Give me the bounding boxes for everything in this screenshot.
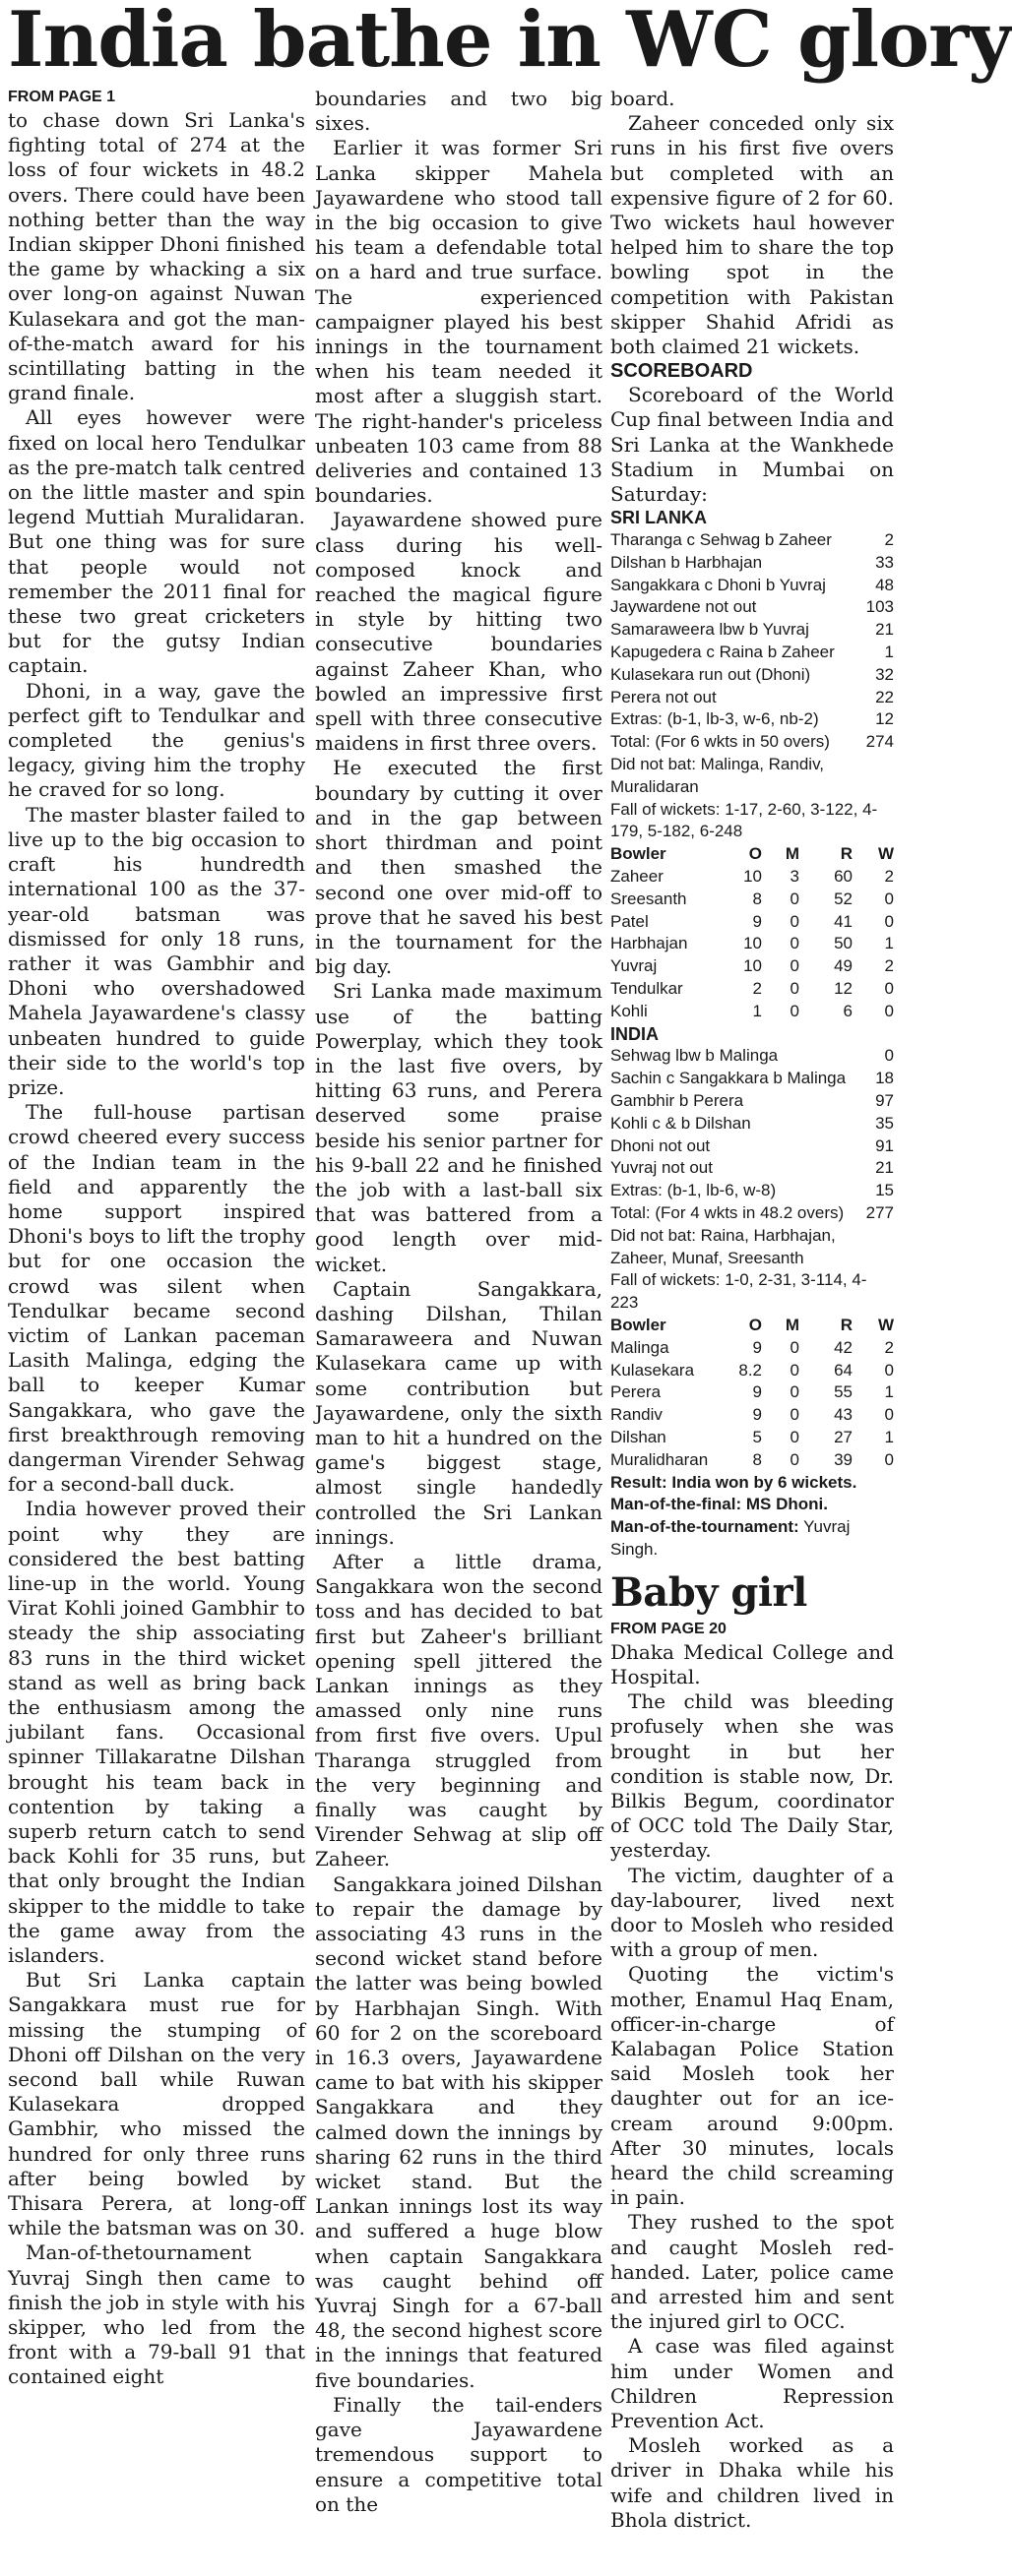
paragraph: All eyes however were fixed on local hero Tendulkar as the pre-match talk centred on the little master and spin legend Muttiah Muralidaran. But one thing was for sure that people would not remember the 2011 final for these two great cricketers but for the gutsy Indian captain.	[8, 405, 305, 678]
batsman-entry: Kohli c & b Dilshan	[610, 1113, 751, 1133]
runs-value: 55	[834, 1382, 853, 1402]
paragraph: He executed the first boundary by cutting it over and in the gap between short thirdman and point and then smashed the second one over mid-off to prove that he saved his best in the tournament for the big day.	[315, 756, 602, 979]
runs-value: 97	[875, 1090, 894, 1110]
bowling-header-cell: W	[877, 1315, 894, 1334]
team-heading-sri-lanka: SRI LANKA	[610, 508, 707, 528]
batting-row	[610, 552, 894, 575]
bowler-name: Muralidharan	[610, 1449, 709, 1469]
batsman-entry: Total: (For 4 wkts in 48.2 overs)	[610, 1202, 845, 1222]
runs-value: 12	[834, 978, 853, 998]
batsman-entry: Total: (For 6 wkts in 50 overs)	[610, 732, 830, 752]
paragraph: boundaries and two big sixes.	[315, 87, 602, 136]
maidens-value: 0	[790, 934, 799, 953]
runs-value: 39	[834, 1449, 853, 1469]
paragraph: Man-of-thetournament Yuvraj Singh then came to finish the job in style with his skipper, who led from the front with a 79-ball 91 that contained eight	[8, 2240, 305, 2389]
batting-row	[610, 1113, 894, 1135]
paragraph: Sri Lanka made maximum use of the batting Powerplay, which they took in the last five overs, by hitting 63 runs, and Perera deserved some praise beside his senior partner for his 9-ball 22 and he finished the job with a last-ball six that was battered from a good length over mid-wicket.	[315, 979, 602, 1276]
runs-value: 60	[834, 867, 853, 886]
batting-row	[610, 664, 894, 687]
overs-value: 2	[752, 978, 762, 998]
paragraph: A case was filed against him under Women and Children Repression Prevention Act.	[610, 2334, 894, 2432]
batting-row	[610, 1068, 894, 1090]
batting-row	[610, 1202, 894, 1225]
maidens-value: 0	[790, 1382, 799, 1402]
wickets-value: 0	[884, 911, 894, 931]
paragraph: Captain Sangakkara, dashing Dilshan, Thilan Samaraweera and Nuwan Kulasekara came up with some contribution but Jayawardene, only the sixth man to hit a hundred on the game's biggest stage, almost single handedly controlled the Sri Lankan innings.	[315, 1276, 602, 1549]
batting-row	[610, 708, 894, 731]
paragraph: Dhoni, in a way, gave the perfect gift to Tendulkar and completed the genius's legacy, giving him the trophy he craved for so long.	[8, 678, 305, 802]
bowler-name: Harbhajan	[610, 934, 688, 953]
overs-value: 9	[752, 1405, 762, 1425]
overs-value: 10	[743, 934, 762, 953]
runs-value: 64	[834, 1360, 853, 1380]
runs-value: 274	[865, 732, 894, 752]
paragraph: India however proved their point why they are considered the best batting line-up in the world. Young Virat Kohli joined Gambhir to steady the ship associating 83 runs in the third wicket stand as well as bring back the enthusiasm among the jubilant fans. Occasional spinner Tillakaratne Dilshan brought his team back in contention by taking a superb return catch to send back Kohli for 35 runs, but that only brought the Indian skipper to the middle to take the game away from the islanders.	[8, 1497, 305, 1968]
runs-value: 15	[875, 1181, 894, 1200]
paragraph: to chase down Sri Lanka's fighting total of 274 at the loss of four wickets in 48.2 overs. There could have been nothing better than the way Indian skipper Dhoni finished the game by whacking a six over long-on against Nuwan Kulasekara and got the man-of-the-match award for his scintillating batting in the grand finale.	[8, 108, 305, 405]
paragraph: board.	[610, 87, 675, 110]
paragraph: Earlier it was former Sri Lanka skipper Mahela Jayawardene who stood tall in the big occasion to give his team a defendable total on a hard and true surface. The experienced campaigner played his best innings in the tournament when his team needed it most after a sluggish start. The right-hander's priceless unbeaten 103 came from 88 deliveries and contained 13 boundaries.	[315, 136, 602, 508]
runs-value: 103	[865, 597, 894, 617]
batsman-entry: Extras: (b-1, lb-6, w-8)	[610, 1181, 777, 1200]
runs-value: 41	[834, 911, 853, 931]
fall-of-wickets: Fall of wickets: 1-0, 2-31, 3-114, 4-223	[610, 1270, 867, 1313]
batting-row	[610, 1045, 894, 1068]
bowler-name: Malinga	[610, 1337, 669, 1357]
wickets-value: 1	[884, 934, 894, 953]
bowling-header-cell: Bowler	[610, 1315, 666, 1334]
batting-row	[610, 575, 894, 597]
paragraph: The victim, daughter of a day-labourer, lived next door to Mosleh who resided with a group of men.	[610, 1863, 894, 1962]
batsman-entry: Gambhir b Perera	[610, 1090, 744, 1110]
man-of-the-final: Man-of-the-final: MS Dhoni.	[610, 1495, 828, 1514]
man-of-the-tournament	[610, 1516, 894, 1562]
bowling-header-cell: R	[840, 1315, 853, 1334]
kicker: FROM PAGE 20	[610, 1620, 727, 1637]
wickets-value: 1	[884, 1382, 894, 1402]
maidens-value: 0	[790, 1001, 799, 1020]
runs-value: 0	[884, 1046, 894, 1066]
paragraph: Dhaka Medical College and Hospital.	[610, 1639, 894, 1688]
wickets-value: 2	[884, 1337, 894, 1357]
runs-value: 12	[875, 709, 894, 729]
batsman-entry: Jaywardene not out	[610, 597, 757, 617]
batting-list-india	[610, 1045, 894, 1224]
runs-value: 35	[875, 1113, 894, 1133]
batsman-entry: Kulasekara run out (Dhoni)	[610, 664, 811, 684]
wickets-value: 0	[884, 889, 894, 908]
baby-girl-headline: Baby girl	[610, 1568, 807, 1616]
maidens-value: 0	[790, 956, 799, 976]
maidens-value: 0	[790, 889, 799, 908]
paragraph: Zaheer conceded only six runs in his first five overs but completed with an expensive figure of 2 for 60. Two wickets haul however helped him to share the top bowling spot in the competition with Pakistan skipper Shahid Afridi as both claimed 21 wickets.	[610, 111, 894, 359]
bowling-header-cell: O	[748, 1315, 762, 1334]
runs-value: 21	[875, 1158, 894, 1178]
bowler-name: Patel	[610, 911, 649, 931]
bowler-name: Kulasekara	[610, 1360, 695, 1380]
paragraph: After a little drama, Sangakkara won the second toss and has decided to bat first but Zaheer's brilliant opening spell jittered the Lankan innings as they amassed only nine runs from first five overs. Upul Tharanga struggled from the very beginning and finally was caught by Virender Sehwag at slip off Zaheer.	[315, 1549, 602, 1871]
runs-value: 277	[865, 1202, 894, 1222]
paragraph: They rushed to the spot and caught Mosleh red-handed. Later, police came and arrested him and sent the injured girl to OCC.	[610, 2210, 894, 2334]
batting-row	[610, 596, 894, 619]
bowler-name: Perera	[610, 1382, 662, 1402]
paragraph: The master blaster failed to live up to the big occasion to craft his hundredth international 100 as the 37-year-old batsman was dismissed for only 18 runs, rather it was Gambhir and Dhoni who overshadowed Mahela Jayawardene's classy unbeaten hundred to guide their side to the world's top prize.	[8, 802, 305, 1099]
bowling-header-cell: W	[877, 844, 894, 864]
bowling-header-cell: M	[785, 844, 799, 864]
wickets-value: 1	[884, 1427, 894, 1446]
runs-value: 21	[875, 620, 894, 640]
runs-value: 6	[843, 1001, 853, 1020]
runs-value: 42	[834, 1337, 853, 1357]
runs-value: 49	[834, 956, 853, 976]
paragraph: Jayawardene showed pure class during his well-composed knock and reached the magical figure in style by hitting two consecutive boundaries against Zaheer Khan, who bowled an impressive first spell with three consecutive maidens in first three overs.	[315, 508, 602, 756]
paragraph: The full-house partisan crowd cheered every success of the Indian team in the field and apparently the home support inspired Dhoni's boys to lift the trophy but for one occasion the crowd was silent when Tendulkar became second victim of Lankan paceman Lasith Malinga, edging the ball to keeper Kumar Sangakkara, who gave the first breakthrough removing dangerman Virender Sehwag for a second-ball duck.	[8, 1100, 305, 1497]
maidens-value: 0	[790, 1449, 799, 1469]
runs-value: 22	[875, 687, 894, 706]
batting-row	[610, 1157, 894, 1180]
maidens-value: 0	[790, 978, 799, 998]
runs-value: 48	[875, 575, 894, 594]
runs-value: 2	[884, 530, 894, 550]
bowler-name: Tendulkar	[610, 978, 683, 998]
bowling-header-cell: M	[785, 1315, 799, 1334]
paragraph: The child was bleeding profusely when she was brought in but her condition is stable now, Dr. Bilkis Begum, coordinator of OCC told The Daily Star, yesterday.	[610, 1689, 894, 1863]
scoreboard	[610, 507, 894, 1561]
batting-row	[610, 1090, 894, 1113]
fall-of-wickets: Fall of wickets: 1-17, 2-60, 3-122, 4-179, 5-182, 6-248	[610, 799, 878, 841]
batsman-entry: Perera not out	[610, 687, 717, 706]
article-column-3	[610, 87, 894, 2533]
batsman-entry: Dhoni not out	[610, 1135, 711, 1155]
paragraph: Mosleh worked as a driver in Dhaka while his wife and children lived in Bhola district.	[610, 2433, 894, 2532]
runs-value: 1	[884, 643, 894, 662]
wickets-value: 0	[884, 1360, 894, 1380]
man-of-the-tournament-value: Yuvraj Singh.	[610, 1517, 851, 1559]
wickets-value: 0	[884, 978, 894, 998]
maidens-value: 0	[790, 1337, 799, 1357]
batting-row	[610, 619, 894, 642]
wickets-value: 2	[884, 956, 894, 976]
batsman-entry: Tharanga c Sehwag b Zaheer	[610, 530, 832, 550]
maidens-value: 3	[790, 867, 799, 886]
overs-value: 1	[752, 1001, 762, 1020]
scoreboard-intro: Scoreboard of the World Cup final between India and Sri Lanka at the Wankhede Stadium in Mumbai on Saturday:	[610, 383, 894, 507]
kicker: FROM PAGE 1	[8, 89, 116, 105]
runs-value: 18	[875, 1069, 894, 1088]
bowling-header-cell: R	[840, 844, 853, 864]
overs-value: 10	[743, 956, 762, 976]
overs-value: 5	[752, 1427, 762, 1446]
runs-value: 52	[834, 889, 853, 908]
bowler-name: Yuvraj	[610, 956, 658, 976]
overs-value: 9	[752, 911, 762, 931]
paragraph: Quoting the victim's mother, Enamul Haq Enam, officer-in-charge of Kalabagan Police Station said Mosleh took her daughter out for an ice-cream around 9:00pm. After 30 minutes, locals heard the child screaming in pain.	[610, 1962, 894, 2210]
bowler-name: Kohli	[610, 1001, 648, 1020]
batting-row	[610, 1180, 894, 1202]
maidens-value: 0	[790, 1405, 799, 1425]
scoreboard-heading: SCOREBOARD	[610, 360, 753, 383]
paragraph: But Sri Lanka captain Sangakkara must rue for missing the stumping of Dhoni off Dilshan on the very second ball while Ruwan Kulasekara dropped Gambhir, who missed the hundred for only three runs after being bowled by Thisara Perera, at long-off while the batsman was on 30.	[8, 1968, 306, 2240]
bowler-name: Randiv	[610, 1405, 663, 1425]
overs-value: 9	[752, 1382, 762, 1402]
runs-value: 43	[834, 1405, 853, 1425]
maidens-value: 0	[790, 1427, 799, 1446]
batting-row	[610, 642, 894, 664]
man-of-the-tournament-label: Man-of-the-tournament:	[610, 1517, 799, 1537]
wickets-value: 0	[884, 1405, 894, 1425]
maidens-value: 0	[790, 1360, 799, 1380]
batsman-entry: Extras: (b-1, lb-3, w-6, nb-2)	[610, 709, 819, 729]
overs-value: 8	[752, 1449, 762, 1469]
overs-value: 8	[752, 889, 762, 908]
overs-value: 9	[752, 1337, 762, 1357]
did-not-bat: Did not bat: Malinga, Randiv, Muralidaran	[610, 755, 825, 796]
article-column-1	[8, 87, 305, 2390]
batsman-entry: Samaraweera lbw b Yuvraj	[610, 620, 809, 640]
wickets-value: 0	[884, 1001, 894, 1020]
wickets-value: 2	[884, 867, 894, 886]
article-column-2	[315, 87, 602, 2517]
batsman-entry: Sangakkara c Dhoni b Yuvraj	[610, 575, 826, 594]
bowling-table-sri-lanka-attack	[610, 1315, 894, 1472]
runs-value: 27	[834, 1427, 853, 1446]
paragraph: Finally the tail-enders gave Jayawardene tremendous support to ensure a competitive total on the	[315, 2392, 602, 2516]
bowler-name: Zaheer	[610, 867, 664, 886]
batsman-entry: Sehwag lbw b Malinga	[610, 1046, 779, 1066]
bowling-header-cell: Bowler	[610, 844, 666, 864]
bowler-name: Dilshan	[610, 1427, 666, 1446]
bowler-name: Sreesanth	[610, 889, 687, 908]
bowling-header-cell: O	[748, 844, 762, 864]
maidens-value: 0	[790, 911, 799, 931]
overs-value: 8.2	[738, 1360, 762, 1380]
bowling-table-india-attack	[610, 843, 894, 1022]
runs-value: 33	[875, 552, 894, 572]
batsman-entry: Yuvraj not out	[610, 1158, 713, 1178]
batting-row	[610, 687, 894, 709]
headline: India bathe in WC glory	[8, 0, 1012, 85]
batting-row	[610, 731, 894, 754]
batsman-entry: Kapugedera c Raina b Zaheer	[610, 643, 835, 662]
did-not-bat: Did not bat: Raina, Harbhajan, Zaheer, Munaf, Sreesanth	[610, 1225, 836, 1267]
runs-value: 91	[875, 1135, 894, 1155]
batting-list-sri-lanka	[610, 529, 894, 754]
overs-value: 10	[743, 867, 762, 886]
team-heading-india: INDIA	[610, 1023, 659, 1044]
batsman-entry: Dilshan b Harbhajan	[610, 552, 763, 572]
batsman-entry: Sachin c Sangakkara b Malinga	[610, 1069, 847, 1088]
batting-row	[610, 529, 894, 552]
runs-value: 50	[834, 934, 853, 953]
runs-value: 32	[875, 664, 894, 684]
paragraph: Sangakkara joined Dilshan to repair the damage by associating 43 runs in the second wicket stand before the latter was being bowled by Harbhajan Singh. With 60 for 2 on the scoreboard in 16.3 overs, Jayawardene came to bat with his skipper Sangakkara and they calmed down the innings by sharing 62 runs in the third wicket stand. But the Lankan innings lost its way and suffered a huge blow when captain Sangakkara was caught behind off Yuvraj Singh for a 67-ball 48, the second highest score in the innings that featured five boundaries.	[315, 1871, 602, 2392]
match-result: Result: India won by 6 wickets.	[610, 1472, 857, 1492]
wickets-value: 0	[884, 1449, 894, 1469]
batting-row	[610, 1135, 894, 1158]
